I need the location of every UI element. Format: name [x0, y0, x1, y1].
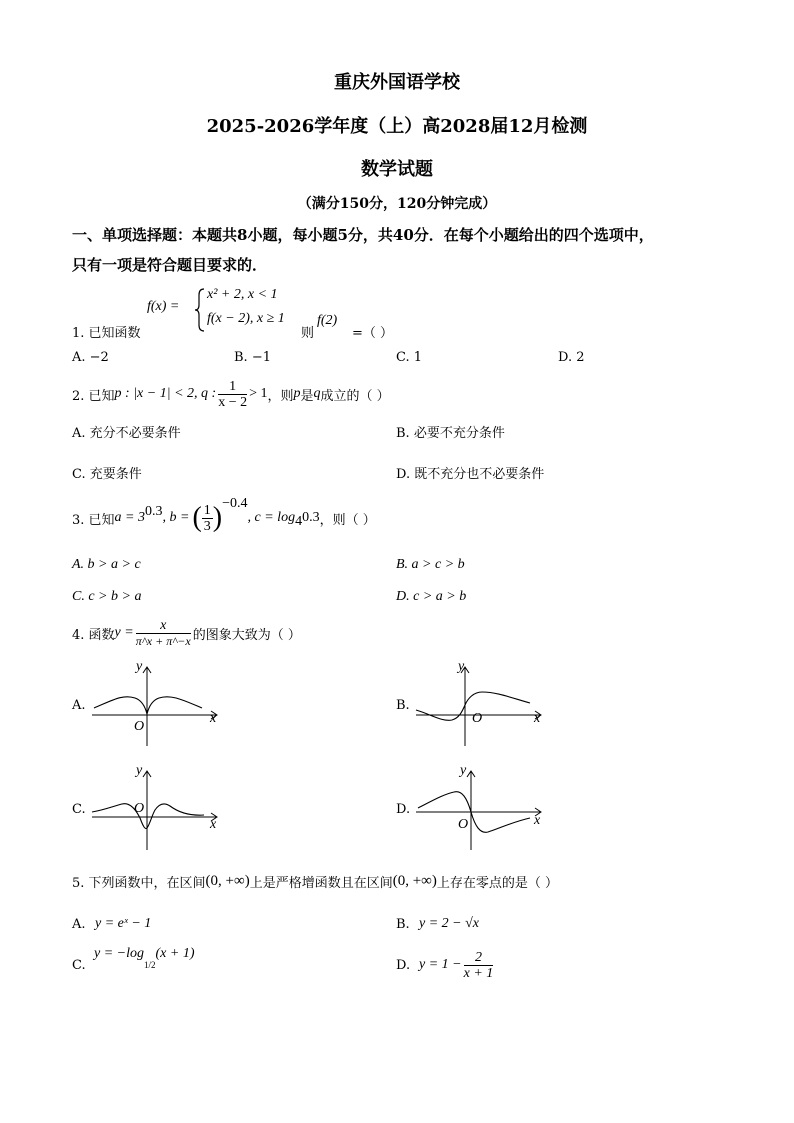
q2-option-a: A. 充分不必要条件: [72, 426, 181, 441]
q5-option-b: y = 2 − √x: [419, 916, 480, 931]
q3-b-den: 3: [203, 518, 211, 534]
q3-option-a: A. b > a > c: [72, 557, 141, 572]
q1-option-d: D. 2: [558, 350, 585, 365]
graph-c-curve: [92, 804, 204, 829]
graph-a-x-label: x: [210, 711, 217, 726]
graph-b-x-label: x: [534, 711, 541, 726]
q5-option-d-label: D.: [396, 958, 411, 973]
graph-a-origin: O: [134, 719, 145, 734]
graph-c-origin: O: [134, 801, 145, 816]
graph-b-y-label: y: [458, 659, 465, 674]
q5-option-c-label: C.: [72, 958, 86, 973]
q1-brace: [194, 287, 206, 333]
section-heading-line2: 只有一项是符合题目要求的．: [72, 256, 268, 274]
q3-prefix: 3. 已知: [72, 512, 115, 528]
q2-p: p: [293, 386, 301, 401]
q1-case2: f(x − 2), x ≥ 1: [207, 311, 285, 326]
graph-c-y-label: y: [136, 763, 143, 778]
q1-option-c: C. 1: [396, 350, 423, 365]
q3-c-base: 4: [295, 514, 303, 529]
q5-option-c-pre: y = −log: [94, 946, 144, 961]
q3-stem: [72, 494, 376, 542]
q2-p-part: p : |x − 1| < 2, q :: [114, 386, 217, 401]
q2-suffix: 成立的（ ）: [320, 388, 390, 404]
graph-b-origin: O: [472, 711, 483, 726]
q1-option-a: A. −2: [72, 350, 109, 365]
q5-stem-b: 上是严格增函数且在区间: [249, 876, 393, 891]
q1-fx: f(x) =: [147, 299, 180, 314]
q3-a-part: a = 3: [114, 510, 145, 525]
q4-option-b-label: B.: [396, 698, 410, 713]
q4-graph-c: [88, 760, 228, 852]
q4-graph-d: [412, 760, 552, 852]
q5-option-d-num: 2: [464, 950, 494, 966]
q4-option-d-label: D.: [396, 802, 411, 817]
q5-option-d: [419, 946, 495, 984]
q2-option-d: D. 既不充分也不必要条件: [396, 467, 545, 482]
q4-graph-a: [88, 656, 228, 748]
q5-stem-c: 上存在零点的是（ ）: [436, 876, 559, 891]
school-title: 重庆外国语学校: [334, 72, 460, 93]
section-heading-line1: 一、单项选择题：本题共8小题，每小题5分，共40分．在每个小题给出的四个选项中，: [72, 226, 654, 244]
q3-b-exp: −0.4: [222, 496, 248, 511]
graph-a-y-label: y: [136, 659, 143, 674]
q3-suffix: ，则（ ）: [319, 512, 376, 528]
q1-prefix: 1. 已知函数: [72, 326, 141, 341]
q2-frac-den: x − 2: [218, 394, 248, 410]
q5-option-c-base: 1/2: [144, 960, 156, 970]
q3-option-b: B. a > c > b: [396, 557, 465, 572]
q1-suffix: =（ ）: [352, 326, 394, 341]
q3-a-exp: 0.3: [145, 504, 163, 519]
q4-stem: [72, 614, 301, 652]
q5-stem-a: 5. 下列函数中，在区间: [72, 876, 206, 891]
q4-graph-b: [412, 656, 552, 748]
q2-stem: [72, 374, 390, 414]
q3-b-part: , b =: [162, 510, 190, 525]
q2-prefix: 2. 已知: [72, 388, 115, 404]
q4-option-a-label: A.: [72, 698, 86, 713]
q2-q: q: [313, 386, 321, 401]
graph-d-origin: O: [458, 817, 469, 832]
q3-c-part: , c = log: [247, 510, 296, 525]
q2-option-b: B. 必要不充分条件: [396, 426, 505, 441]
q5-option-a-label: A.: [72, 917, 86, 932]
q2-gt: > 1: [249, 386, 268, 401]
q5-interval-2: (0, +∞): [392, 873, 437, 889]
q2-mid: ，则: [267, 388, 294, 404]
q4-frac-num: x: [136, 618, 191, 634]
exam-title: 2025-2026学年度（上）高2028届12月检测: [206, 116, 588, 137]
q3-b-num: 1: [203, 502, 211, 518]
q5-interval-1: (0, +∞): [205, 873, 250, 889]
q5-option-b-label: B.: [396, 917, 410, 932]
q5-option-c-arg: (x + 1): [155, 946, 195, 961]
q2-option-c: C. 充要条件: [72, 467, 142, 482]
q3-c-arg: 0.3: [302, 510, 320, 525]
q2-is: 是: [300, 388, 314, 404]
q3-b-fraction: [202, 503, 213, 534]
q4-y: y =: [114, 625, 134, 640]
q1-option-b: B. −1: [234, 350, 271, 365]
q5-option-d-fraction: [464, 950, 494, 981]
q4-fraction: [136, 618, 191, 649]
q5-option-a: y = eˣ − 1: [95, 916, 152, 931]
graph-d-y-label: y: [460, 763, 467, 778]
q4-option-c-label: C.: [72, 802, 86, 817]
q1-case1: x² + 2, x < 1: [207, 287, 278, 302]
q3-right-paren: ): [212, 502, 223, 533]
q4-frac-den: π^x + π^−x: [135, 633, 191, 648]
q3-left-paren: (: [192, 502, 202, 533]
q5-stem: [72, 872, 558, 891]
q4-suffix: 的图象大致为（ ）: [192, 627, 301, 643]
q5-option-d-pre: y = 1 −: [419, 957, 462, 972]
q1-then: 则: [301, 326, 315, 341]
q3-option-d: D. c > a > b: [396, 589, 467, 604]
q3-option-c: C. c > b > a: [72, 589, 142, 604]
graph-d-x-label: x: [534, 813, 541, 828]
q2-fraction: [218, 379, 247, 410]
q5-option-d-den: x + 1: [463, 965, 494, 981]
graph-c-x-label: x: [210, 817, 217, 832]
q1-f2: f(2): [317, 313, 338, 328]
graph-a-curve: [94, 697, 202, 714]
exam-note: （满分150分，120分钟完成）: [297, 196, 497, 212]
q2-frac-num: 1: [218, 379, 247, 395]
subject-title: 数学试题: [361, 159, 433, 180]
q4-prefix: 4. 函数: [72, 627, 115, 643]
q5-option-c: [94, 946, 195, 970]
